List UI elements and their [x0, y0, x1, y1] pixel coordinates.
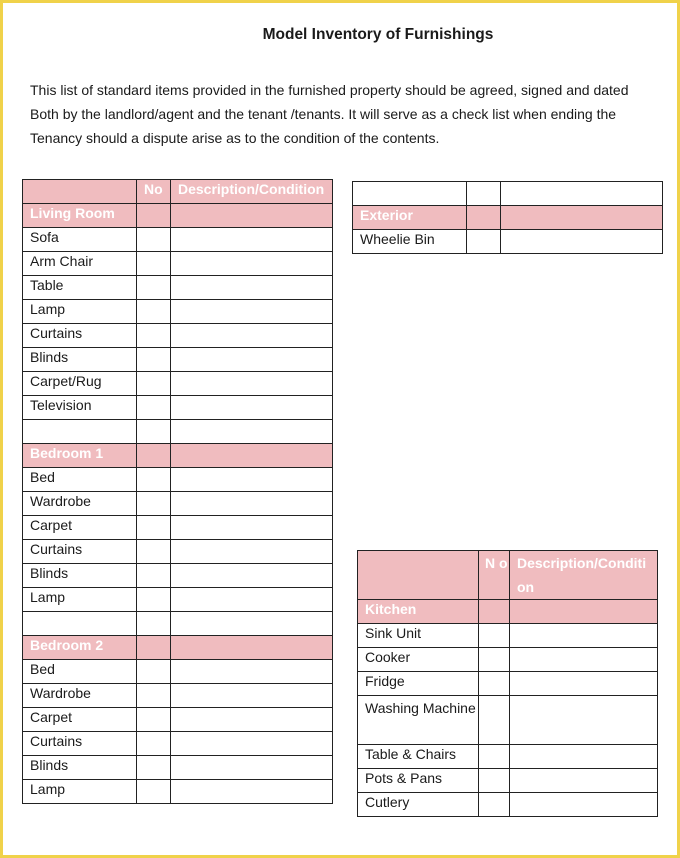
no-cell[interactable]: [137, 228, 171, 252]
section-label: Bedroom 2: [23, 636, 137, 660]
no-cell[interactable]: [137, 660, 171, 684]
description-cell[interactable]: [171, 588, 333, 612]
table-row: [358, 672, 658, 696]
item-label: Fridge: [358, 672, 479, 696]
item-label: Bed: [23, 660, 137, 684]
description-cell[interactable]: [171, 420, 333, 444]
table-row: [23, 228, 333, 252]
item-label: Table: [23, 276, 137, 300]
table-cell[interactable]: [501, 182, 663, 206]
table-row: [23, 780, 333, 804]
no-cell[interactable]: [479, 648, 510, 672]
section-header-row: [23, 444, 333, 468]
no-cell[interactable]: [137, 780, 171, 804]
no-cell[interactable]: [137, 396, 171, 420]
header-description: Description/Conditi on: [510, 551, 658, 600]
description-cell[interactable]: [510, 793, 658, 817]
no-cell[interactable]: [479, 769, 510, 793]
item-label: Table & Chairs: [358, 745, 479, 769]
header-description: Description/Condition: [171, 180, 333, 204]
item-label: Television: [23, 396, 137, 420]
main-inventory-table: [22, 179, 333, 804]
item-label: Blinds: [23, 564, 137, 588]
description-cell[interactable]: [171, 324, 333, 348]
section-label: Exterior: [353, 206, 467, 230]
header-no: N o: [479, 551, 510, 600]
table-row: [358, 793, 658, 817]
description-cell[interactable]: [171, 348, 333, 372]
description-cell[interactable]: [171, 564, 333, 588]
no-cell[interactable]: [479, 696, 510, 745]
description-cell[interactable]: [171, 708, 333, 732]
item-label: Wardrobe: [23, 492, 137, 516]
description-cell[interactable]: [510, 624, 658, 648]
table-cell: [510, 600, 658, 624]
description-cell[interactable]: [171, 468, 333, 492]
intro-line: Both by the landlord/agent and the tenant /tenants. It will serve as a check list when ending the: [30, 106, 617, 122]
intro-line: This list of standard items provided in the furnished property should be agreed, signed and dated: [30, 82, 629, 98]
table-row: [23, 420, 333, 444]
table-row: [358, 745, 658, 769]
table-cell: [137, 204, 171, 228]
item-label: Curtains: [23, 324, 137, 348]
table-cell: [171, 204, 333, 228]
section-label: Kitchen: [358, 600, 479, 624]
item-label: Lamp: [23, 300, 137, 324]
table-row: [23, 396, 333, 420]
no-cell[interactable]: [137, 300, 171, 324]
description-cell[interactable]: [171, 780, 333, 804]
item-label: Cutlery: [358, 793, 479, 817]
item-label: Arm Chair: [23, 252, 137, 276]
no-cell[interactable]: [467, 230, 501, 254]
table-row: [23, 564, 333, 588]
table-row: [23, 372, 333, 396]
intro-paragraph: [30, 78, 650, 150]
no-cell[interactable]: [137, 612, 171, 636]
description-cell[interactable]: [171, 684, 333, 708]
no-cell[interactable]: [137, 420, 171, 444]
table-row: [23, 660, 333, 684]
no-cell[interactable]: [137, 276, 171, 300]
table-row: [358, 696, 658, 745]
table-row: [23, 708, 333, 732]
no-cell[interactable]: [137, 684, 171, 708]
description-cell[interactable]: [171, 540, 333, 564]
table-row: [23, 324, 333, 348]
table-row: [23, 612, 333, 636]
item-label: Lamp: [23, 780, 137, 804]
description-cell[interactable]: [171, 252, 333, 276]
table-cell: [137, 636, 171, 660]
description-cell[interactable]: [171, 228, 333, 252]
header-no: No: [137, 180, 171, 204]
description-cell[interactable]: [171, 276, 333, 300]
description-cell[interactable]: [171, 372, 333, 396]
kitchen-inventory-table: [357, 550, 658, 817]
exterior-blank-header-row: [353, 182, 663, 206]
item-label: Washing Machine: [358, 696, 479, 745]
section-header-row: [353, 206, 663, 230]
no-cell[interactable]: [479, 624, 510, 648]
table-cell: [479, 600, 510, 624]
description-cell[interactable]: [510, 769, 658, 793]
item-label: Sofa: [23, 228, 137, 252]
table-cell: [501, 206, 663, 230]
table-cell: [171, 444, 333, 468]
table-row: [23, 588, 333, 612]
header-item-cell: [358, 551, 479, 600]
section-header-row: [23, 204, 333, 228]
no-cell[interactable]: [479, 745, 510, 769]
table-header-row: [358, 551, 658, 600]
description-cell[interactable]: [510, 648, 658, 672]
no-cell[interactable]: [137, 564, 171, 588]
no-cell[interactable]: [137, 540, 171, 564]
description-cell[interactable]: [510, 672, 658, 696]
description-cell[interactable]: [510, 745, 658, 769]
description-cell[interactable]: [171, 756, 333, 780]
item-label: [23, 612, 137, 636]
description-cell[interactable]: [171, 492, 333, 516]
intro-line: Tenancy should a dispute arise as to the condition of the contents.: [30, 130, 440, 146]
table-row: [23, 468, 333, 492]
no-cell[interactable]: [137, 468, 171, 492]
item-label: Carpet/Rug: [23, 372, 137, 396]
table-row: [23, 540, 333, 564]
no-cell[interactable]: [137, 252, 171, 276]
no-cell[interactable]: [137, 492, 171, 516]
table-row: [23, 732, 333, 756]
no-cell[interactable]: [137, 324, 171, 348]
description-cell[interactable]: [171, 516, 333, 540]
section-label: Bedroom 1: [23, 444, 137, 468]
item-label: Wheelie Bin: [353, 230, 467, 254]
table-cell: [137, 444, 171, 468]
table-row: [358, 648, 658, 672]
table-row: [353, 230, 663, 254]
item-label: Curtains: [23, 732, 137, 756]
table-row: [23, 492, 333, 516]
no-cell[interactable]: [137, 756, 171, 780]
no-cell[interactable]: [479, 672, 510, 696]
table-row: [23, 684, 333, 708]
table-row: [23, 276, 333, 300]
exterior-inventory-table: [352, 181, 663, 254]
description-cell[interactable]: [171, 660, 333, 684]
item-label: Pots & Pans: [358, 769, 479, 793]
item-label: Carpet: [23, 708, 137, 732]
section-header-row: [23, 636, 333, 660]
item-label: Sink Unit: [358, 624, 479, 648]
item-label: Cooker: [358, 648, 479, 672]
table-cell: [171, 636, 333, 660]
table-header-row: [23, 180, 333, 204]
no-cell[interactable]: [137, 588, 171, 612]
table-row: [23, 300, 333, 324]
item-label: Bed: [23, 468, 137, 492]
description-cell[interactable]: [501, 230, 663, 254]
page-title: Model Inventory of Furnishings: [262, 26, 494, 43]
table-cell[interactable]: [467, 182, 501, 206]
item-label: Curtains: [23, 540, 137, 564]
description-cell[interactable]: [171, 396, 333, 420]
item-label: Blinds: [23, 756, 137, 780]
table-row: [358, 769, 658, 793]
item-label: Wardrobe: [23, 684, 137, 708]
no-cell[interactable]: [137, 708, 171, 732]
item-label: Lamp: [23, 588, 137, 612]
item-label: Blinds: [23, 348, 137, 372]
table-row: [23, 516, 333, 540]
no-cell[interactable]: [137, 516, 171, 540]
no-cell[interactable]: [479, 793, 510, 817]
header-item-cell: [23, 180, 137, 204]
description-cell[interactable]: [171, 300, 333, 324]
table-cell: [467, 206, 501, 230]
item-label: [23, 420, 137, 444]
no-cell[interactable]: [137, 372, 171, 396]
description-cell[interactable]: [171, 732, 333, 756]
description-cell[interactable]: [171, 612, 333, 636]
table-row: [23, 756, 333, 780]
no-cell[interactable]: [137, 348, 171, 372]
no-cell[interactable]: [137, 732, 171, 756]
table-cell[interactable]: [353, 182, 467, 206]
description-cell[interactable]: [510, 696, 658, 745]
section-header-row: [358, 600, 658, 624]
table-row: [358, 624, 658, 648]
table-row: [23, 252, 333, 276]
table-row: [23, 348, 333, 372]
item-label: Carpet: [23, 516, 137, 540]
section-label: Living Room: [23, 204, 137, 228]
